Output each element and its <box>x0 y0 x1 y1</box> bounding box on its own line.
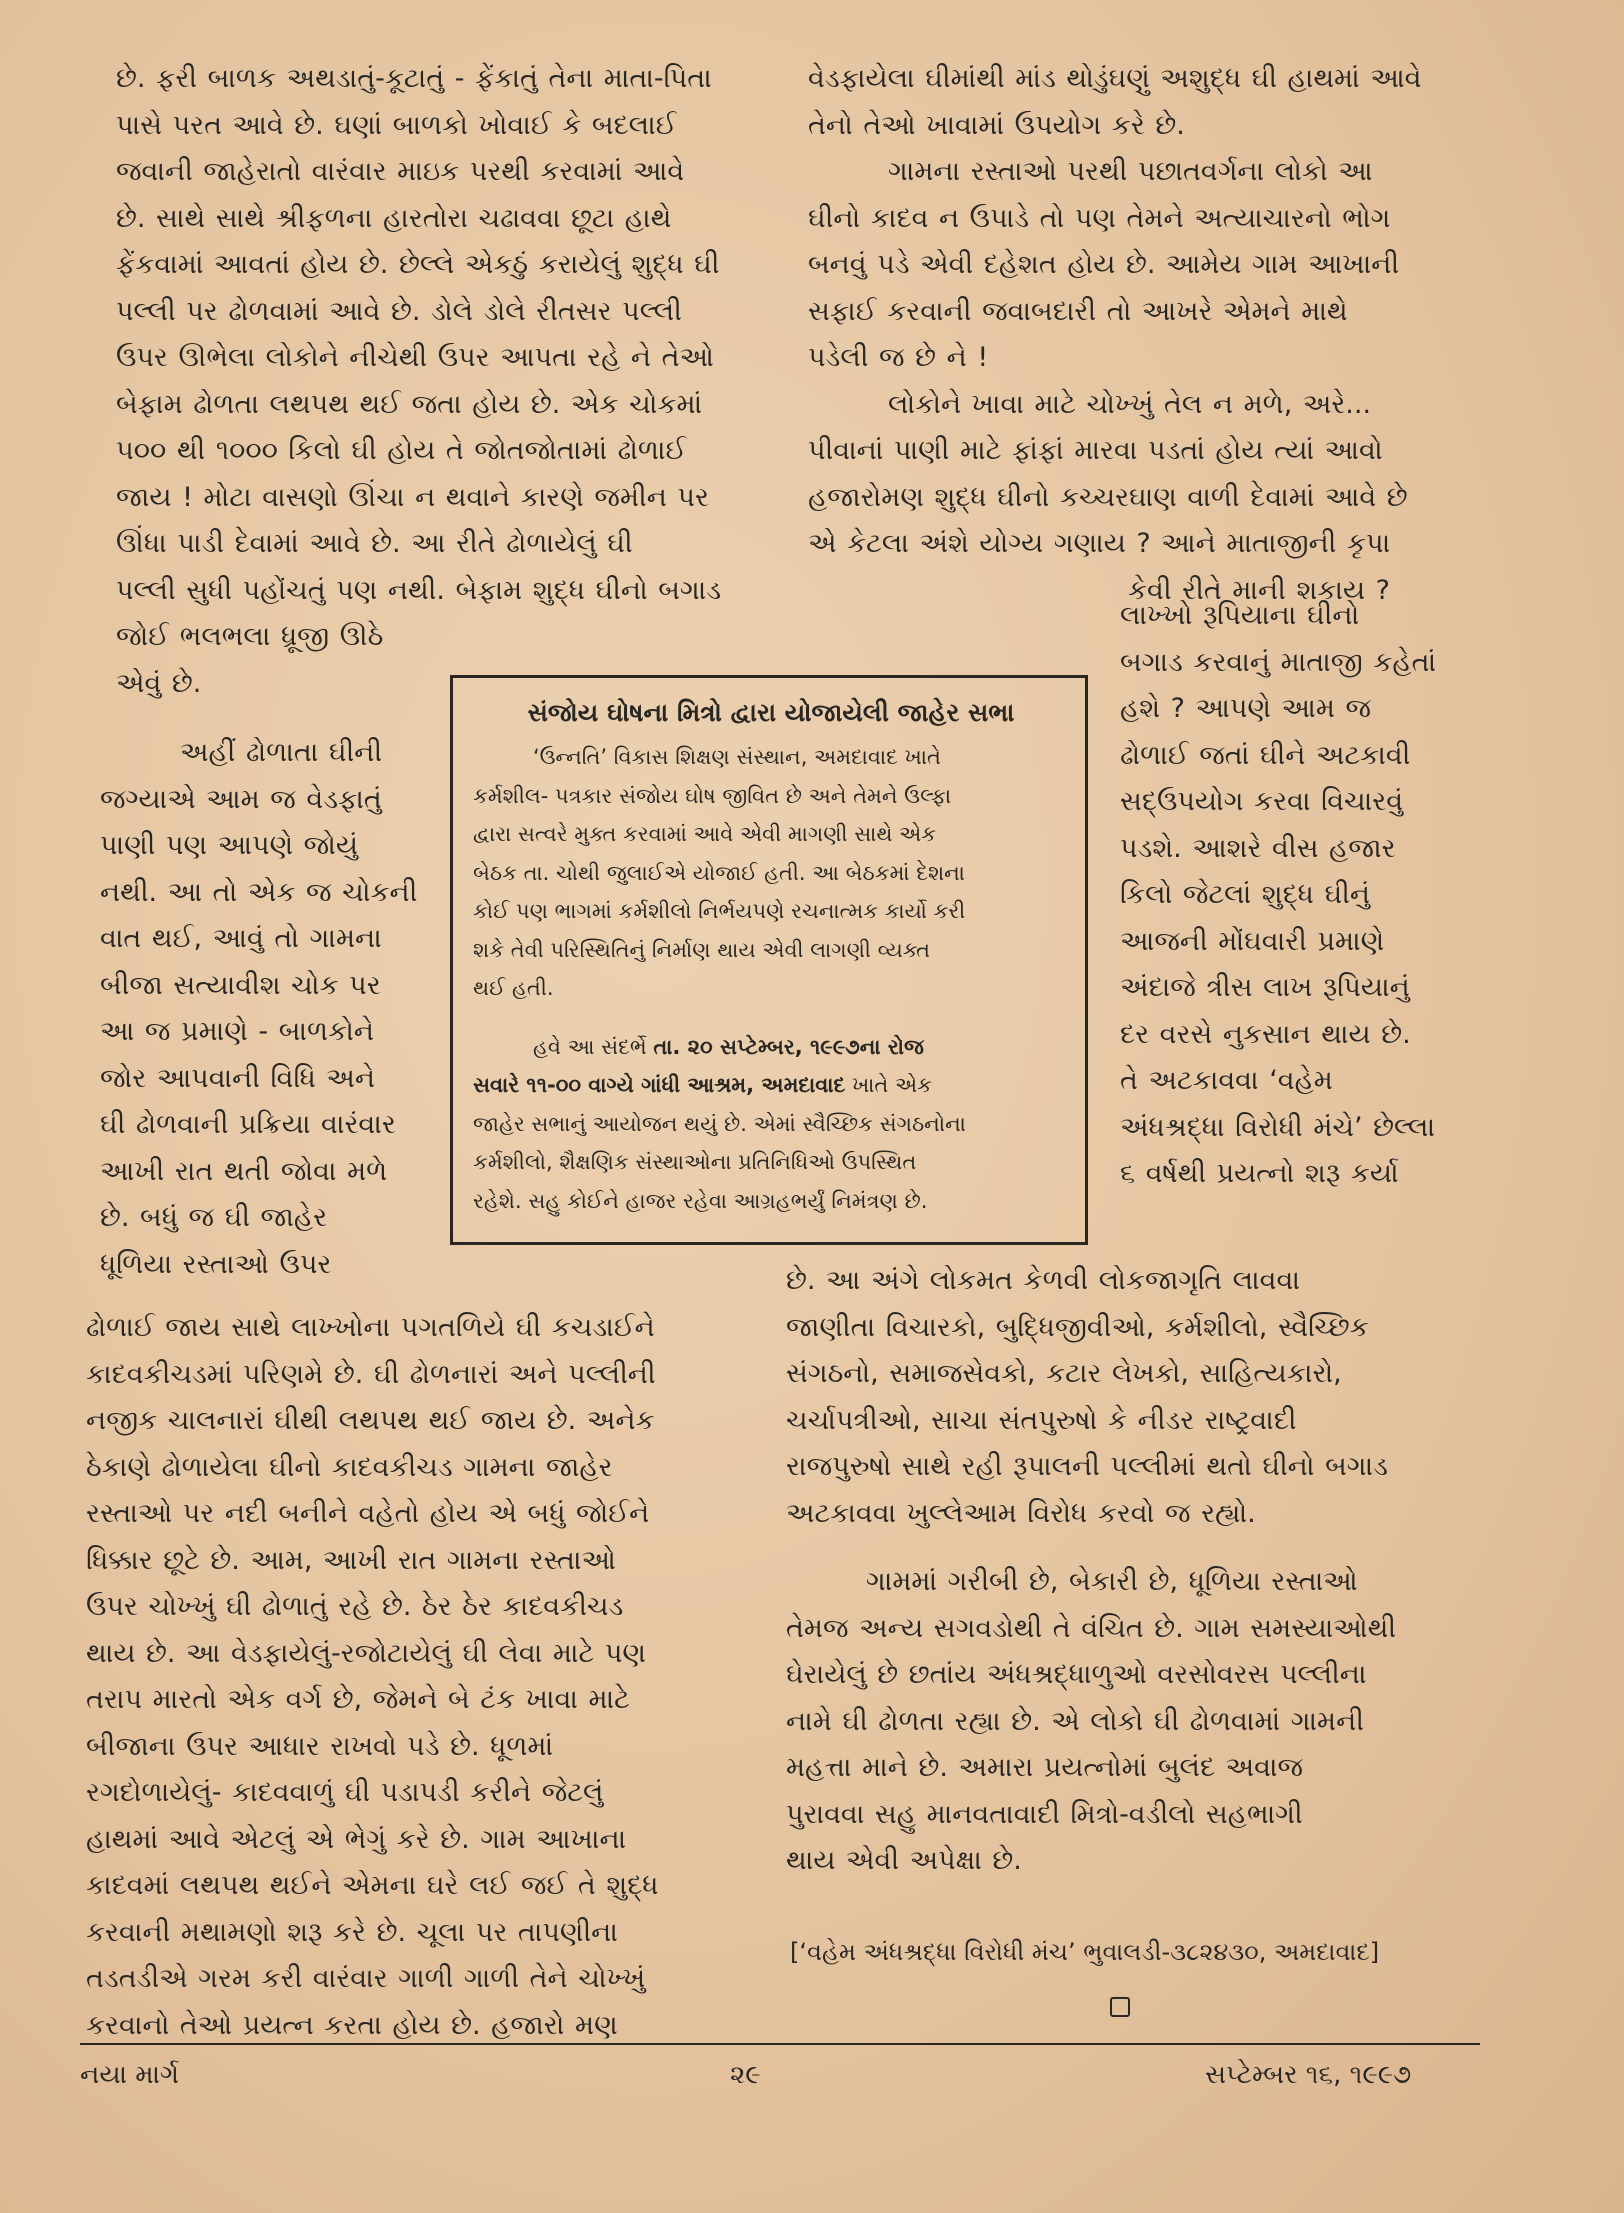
text-line: નજીક ચાલનારાં ઘીથી લથપથ થઈ જાય છે. અનેક <box>86 1405 655 1436</box>
text-line: ધૂળિયા રસ્તાઓ ઉપર <box>100 1248 332 1280</box>
text-line: હજારોમણ શુદ્ધ ઘીનો કચ્ચરઘાણ વાળી દેવામાં આવે છે <box>808 481 1408 513</box>
text-line: ૫૦૦ થી ૧૦૦૦ કિલો ઘી હોય તે જોતજોતામાં ઢોળાઈ <box>116 435 687 466</box>
text-line: તેમજ અન્ય સગવડોથી તે વંચિત છે. ગામ સમસ્યાઓથી <box>786 1612 1397 1644</box>
text-line: અંધશ્રદ્ધા વિરોધી મંચે’ છેલ્લા <box>1120 1111 1436 1143</box>
text-line: મહત્તા માને છે. અમારા પ્રયત્નોમાં બુલંદ અવાજ <box>786 1752 1304 1783</box>
left-column-middle-text <box>100 730 435 1288</box>
text-line: ઢોળાઈ જાય સાથે લાખ્ખોના પગતળિયે ઘી કચડાઈને <box>86 1312 655 1343</box>
text-line: જગ્યાએ આમ જ વેડફાતું <box>100 783 382 815</box>
text-line: રાજપુરુષો સાથે રહી રૂપાલની પલ્લીમાં થતો ઘીનો બગાડ <box>786 1451 1388 1482</box>
announcement-text: હવે આ સંદર્ભે <box>533 1034 654 1059</box>
text-line: શકે તેવી પરિસ્થિતિનું નિર્માણ થાય એવી લાગણી વ્યક્ત <box>473 937 931 962</box>
text-line: જવાની જાહેરાતો વારંવાર માઇક પરથી કરવામાં આવે <box>116 156 685 187</box>
text-line: જાણીતા વિચારકો, બુદ્ધિજીવીઓ, કર્મશીલો, સ્વૈચ્છિક <box>786 1311 1369 1343</box>
text-line: હશે ? આપણે આમ જ <box>1120 693 1372 724</box>
announcement-text: ના રોજ <box>859 1034 924 1059</box>
footer-date: સપ્ટેમ્બર ૧૬, ૧૯૯૭ <box>1205 2060 1412 2090</box>
text-line: બનવું પડે એવી દહેશત હોય છે. આમેય ગામ આખાની <box>808 249 1400 280</box>
footer-page-number: ૨૯ <box>730 2060 761 2090</box>
text-line: સંગઠનો, સમાજસેવકો, કટાર લેખકો, સાહિત્યકારો, <box>786 1358 1342 1389</box>
text-line: કર્મશીલો, શૈક્ષણિક સંસ્થાઓના પ્રતિનિધિઓ ઉપસ્થિત <box>473 1150 917 1174</box>
text-line: જોઈ ભલભલા ધ્રૂજી ઊઠે <box>116 621 384 652</box>
text-line: ‘ઉન્નતિ’ વિકાસ શિક્ષણ સંસ્થાન, અમદાવાદ ખાતે <box>533 745 941 769</box>
text-line: જાહેર સભાનું આયોજન થયું છે. એમાં સ્વૈચ્છિક સંગઠનોના <box>473 1111 966 1136</box>
text-line: ઘી ઢોળવાની પ્રક્રિયા વારંવાર <box>100 1109 396 1140</box>
text-line: અહીં ઢોળાતા ઘીની <box>180 737 383 768</box>
text-line: થાય છે. આ વેડફાયેલું-રજોટાયેલું ઘી લેવા માટે પણ <box>86 1637 646 1669</box>
text-line: બગાડ કરવાનું માતાજી કહેતાં <box>1120 646 1437 678</box>
text-line: ફેંકવામાં આવતાં હોય છે. છેલ્લે એકઠું કરાયેલું શુદ્ધ ઘી <box>116 249 720 280</box>
text-line: સદ્‌ઉપયોગ કરવા વિચારવું <box>1120 786 1404 817</box>
text-line: બેફામ ઢોળતા લથપથ થઈ જતા હોય છે. એક ચોકમાં <box>116 388 703 420</box>
text-line: ઢોળાઈ જતાં ઘીને અટકાવી <box>1120 739 1411 771</box>
announcement-paragraph-1 <box>473 738 1069 1008</box>
footer-divider <box>80 2043 1480 2045</box>
announcement-title: સંજોય ઘોષના મિત્રો દ્વારા યોજાયેલી જાહેર સભા <box>527 698 1015 727</box>
right-column-middle-text <box>1120 593 1460 1198</box>
text-line: વેડફાયેલા ઘીમાંથી માંડ થોડુંઘણું અશુદ્ધ ઘી હાથમાં આવે <box>808 63 1422 94</box>
text-line: ઉપર ચોખ્ખું ઘી ઢોળાતું રહે છે. ઠેર ઠેર કાદવકીચડ <box>86 1591 624 1622</box>
text-line: ઘીનો કાદવ ન ઉપાડે તો પણ તેમને અત્યાચારનો ભોગ <box>808 202 1391 234</box>
text-line: બેઠક તા. ચોથી જુલાઈએ યોજાઈ હતી. આ બેઠકમાં દેશના <box>473 860 965 885</box>
text-line: આ જ પ્રમાણે - બાળકોને <box>100 1016 374 1047</box>
text-line: આખી રાત થતી જોવા મળે <box>100 1155 388 1187</box>
text-line: પડશે. આશરે વીસ હજાર <box>1120 832 1396 864</box>
text-line: કાદવમાં લથપથ થઈને એમના ઘરે લઈ જઈ તે શુદ્ધ <box>86 1870 659 1901</box>
text-line: પાણી પણ આપણે જોયું <box>100 830 359 861</box>
text-line: ગામમાં ગરીબી છે, બેકારી છે, ધૂળિયા રસ્તાઓ <box>866 1566 1358 1597</box>
text-line: નથી. આ તો એક જ ચોકની <box>100 876 418 908</box>
text-line: છે. આ અંગે લોકમત કેળવી લોકજાગૃતિ લાવવા <box>786 1265 1300 1296</box>
text-line: લાખ્ખો રૂપિયાના ઘીનો <box>1120 600 1360 631</box>
text-line: તે અટકાવવા ‘વહેમ <box>1120 1065 1333 1096</box>
text-line: એવું છે. <box>116 667 202 699</box>
text-line: તરાપ મારતો એક વર્ગ છે, જેમને બે ટંક ખાવા માટે <box>86 1684 630 1715</box>
text-line: દર વરસે નુકસાન થાય છે. <box>1120 1018 1411 1050</box>
text-line: રસ્તાઓ પર નદી બનીને વહેતો હોય એ બધું જોઈને <box>86 1498 650 1529</box>
text-line: પુરાવવા સહુ માનવતાવાદી મિત્રો-વડીલો સહભાગી <box>786 1798 1303 1830</box>
text-line: પીવાનાં પાણી માટે ફાંફાં મારવા પડતાં હોય ત્યાં આવો <box>808 435 1383 466</box>
text-line: કર્મશીલ- પત્રકાર સંજોય ઘોષ જીવિત છે અને તેમને ઉલ્ફા <box>473 783 952 808</box>
text-line <box>786 1537 1476 1559</box>
text-line: આજની મોંઘવારી પ્રમાણે <box>1120 925 1385 957</box>
text-line: પડેલી જ છે ને ! <box>808 342 989 373</box>
text-line: કોઈ પણ ભાગમાં કર્મશીલો નિર્ભયપણે રચનાત્મક કાર્યો કરી <box>473 899 966 923</box>
text-line: ૬ વર્ષથી પ્રયત્નો શરૂ કર્યા <box>1120 1158 1399 1189</box>
text-line: થાય એવી અપેક્ષા છે. <box>786 1845 1022 1876</box>
text-line: કરવાનો તેઓ પ્રયત્ન કરતા હોય છે. હજારો મણ <box>86 2009 618 2041</box>
text-line: કિલો જેટલાં શુદ્ધ ઘીનું <box>1120 879 1370 910</box>
text-line: રગદોળાયેલું- કાદવવાળું ઘી પડાપડી કરીને જેટલું <box>86 1777 604 1808</box>
text-line: છે. બધું જ ઘી જાહેર <box>100 1202 328 1233</box>
text-line: બીજાના ઉપર આધાર રાખવો પડે છે. ધૂળમાં <box>86 1730 554 1762</box>
text-line: જોર આપવાની વિધિ અને <box>100 1062 375 1094</box>
text-line: જાય ! મોટા વાસણો ઊંચા ન થવાને કારણે જમીન પર <box>116 481 709 513</box>
text-line: થઈ હતી. <box>473 976 554 1000</box>
source-credit: [‘વહેમ અંધશ્રદ્ધા વિરોધી મંચ’ ભુવાલડી-૩૮૨૪૩૦, અમદાવાદ] <box>790 1938 1380 1966</box>
text-line: નામે ઘી ઢોળતા રહ્યા છે. એ લોકો ઘી ઢોળવામાં ગામની <box>786 1705 1364 1737</box>
text-line: ગામના રસ્તાઓ પરથી પછાતવર્ગના લોકો આ <box>888 156 1373 187</box>
text-line: લોકોને ખાવા માટે ચોખ્ખું તેલ ન મળે, અરે... <box>888 388 1372 420</box>
text-line: ધિક્કાર છૂટે છે. આમ, આખી રાત ગામના રસ્તાઓ <box>86 1544 616 1576</box>
right-column-bottom-text <box>786 1258 1476 1885</box>
text-line: અટકાવવા ખુલ્લેઆમ વિરોધ કરવો જ રહ્યો. <box>786 1497 1256 1529</box>
text-line: તડતડીએ ગરમ કરી વારંવાર ગાળી ગાળી તેને ચોખ્ખું <box>86 1963 646 1994</box>
text-line: સફાઈ કરવાની જવાબદારી તો આખરે એમને માથે <box>808 295 1348 327</box>
announcement-text: ખાતે એક <box>845 1073 932 1097</box>
text-line: હાથમાં આવે એટલું એ ભેગું કરે છે. ગામ આખાના <box>86 1823 627 1855</box>
left-column-bottom-text <box>86 1305 786 2049</box>
announcement-date: તા. ૨૦ સપ્ટેમ્બર, ૧૯૯૭ <box>653 1034 860 1059</box>
text-line: છે. સાથે સાથે શ્રીફળના હારતોરા ચઢાવવા છૂટા હાથે <box>116 202 672 234</box>
footer-publication-name: નયા માર્ગ <box>80 2060 180 2090</box>
right-column-top-text <box>808 56 1478 614</box>
text-line: પાસે પરત આવે છે. ઘણાં બાળકો ખોવાઈ કે બદલાઈ <box>116 109 677 141</box>
text-line: વાત થઈ, આવું તો ગામના <box>100 923 382 954</box>
announcement-venue: સવારે ૧૧-૦૦ વાગ્યે ગાંધી આશ્રમ, અમદાવાદ <box>473 1073 846 1097</box>
left-column-top-text <box>116 56 776 707</box>
text-line: કેવી રીતે માની શકાય ? <box>1128 574 1390 606</box>
end-of-article-mark <box>1110 1997 1130 2017</box>
text-line: પલ્લી સુધી પહોંચતું પણ નથી. બેફામ શુદ્ધ ઘીનો બગાડ <box>116 574 722 606</box>
announcement-paragraph-2 <box>473 1028 1069 1221</box>
text-line: અંદાજે ત્રીસ લાખ રૂપિયાનું <box>1120 972 1410 1003</box>
text-line: છે. ફરી બાળક અથડાતું-કૂટાતું - ફેંકાતું તેના માતા-પિતા <box>116 63 712 94</box>
text-line: ઉપર ઊભેલા લોકોને નીચેથી ઉપર આપતા રહે ને તેઓ <box>116 342 714 373</box>
text-line: એ કેટલા અંશે યોગ્ય ગણાય ? આને માતાજીની કૃપા <box>808 528 1391 559</box>
text-line: ચર્ચાપત્રીઓ, સાચા સંતપુરુષો કે નીડર રાષ્ટ્રવાદી <box>786 1404 1297 1436</box>
text-line: કરવાની મથામણો શરૂ કરે છે. ચૂલા પર તાપણીના <box>86 1916 618 1948</box>
text-line: ઊંધા પાડી દેવામાં આવે છે. આ રીતે ઢોળાયેલું ઘી <box>116 528 633 559</box>
text-line: તેનો તેઓ ખાવામાં ઉપયોગ કરે છે. <box>808 109 1185 141</box>
text-line: કાદવકીચડમાં પરિણમે છે. ઘી ઢોળનારાં અને પલ્લીની <box>86 1358 656 1390</box>
announcement-box <box>450 675 1088 1245</box>
text-line: બીજા સત્યાવીશ ચોક પર <box>100 969 381 1001</box>
text-line: ઘેરાયેલું છે છતાંય અંધશ્રદ્ધાળુઓ વરસોવરસ પલ્લીના <box>786 1659 1367 1690</box>
text-line: પલ્લી પર ઢોળવામાં આવે છે. ડોલે ડોલે રીતસર પલ્લી <box>116 295 682 327</box>
text-line: રહેશે. સહુ કોઈને હાજર રહેવા આગ્રહભર્યું નિમંત્રણ છે. <box>473 1188 928 1213</box>
text-line: ઠેકાણે ઢોળાયેલા ઘીનો કાદવકીચડ ગામના જાહેર <box>86 1451 613 1483</box>
text-line: દ્વારા સત્વરે મુક્ત કરવામાં આવે એવી માગણી સાથે એક <box>473 822 937 846</box>
